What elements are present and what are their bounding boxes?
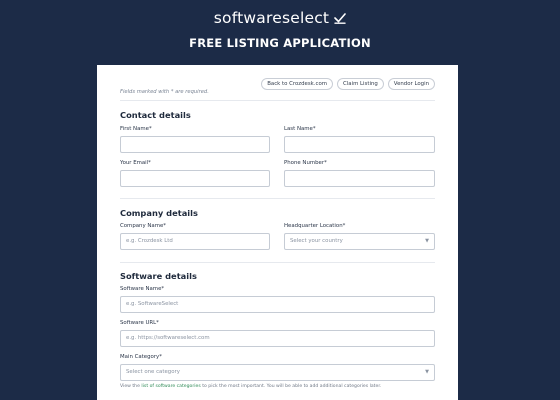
first-name-label: First Name* [120, 126, 152, 132]
main-category-label: Main Category* [120, 354, 162, 360]
main-category-select[interactable] [120, 364, 435, 381]
brand-logo-text: softwareselect [213, 9, 330, 27]
application-form [97, 65, 458, 400]
email-input[interactable] [120, 170, 270, 187]
claim-listing-button[interactable]: Claim Listing [337, 78, 384, 90]
phone-input[interactable] [284, 170, 435, 187]
back-to-crozdesk-button[interactable]: Back to Crozdesk.com [261, 78, 333, 90]
divider [120, 262, 435, 263]
phone-label: Phone Number* [284, 160, 327, 166]
category-help-text [120, 384, 381, 389]
software-name-label: Software Name* [120, 286, 165, 292]
contact-details-heading: Contact details [120, 110, 191, 120]
software-categories-link[interactable]: list of software categories [141, 384, 201, 389]
required-fields-note: Fields marked with * are required. [120, 89, 209, 95]
chevron-down-icon: ▼ [425, 238, 429, 244]
software-url-label: Software URL* [120, 320, 159, 326]
hq-location-value: Select your country [290, 238, 343, 244]
software-name-input[interactable]: e.g. SoftwareSelect [120, 296, 435, 313]
checkmark-icon [334, 10, 346, 28]
divider [120, 100, 435, 101]
help-suffix: to pick the most important. You will be able to add additional categories later. [202, 384, 382, 389]
brand-logo[interactable] [0, 9, 560, 28]
company-details-heading: Company details [120, 208, 198, 218]
company-name-input[interactable]: e.g. Crozdesk Ltd [120, 233, 270, 250]
software-details-heading: Software details [120, 271, 197, 281]
vendor-login-button[interactable]: Vendor Login [388, 78, 435, 90]
chevron-down-icon: ▼ [425, 369, 429, 375]
company-name-label: Company Name* [120, 223, 166, 229]
last-name-input[interactable] [284, 136, 435, 153]
top-buttons [261, 78, 435, 90]
hq-location-label: Headquarter Location* [284, 223, 346, 229]
software-url-input[interactable]: e.g. https://softwareselect.com [120, 330, 435, 347]
last-name-label: Last Name* [284, 126, 316, 132]
divider [120, 198, 435, 199]
first-name-input[interactable] [120, 136, 270, 153]
email-label: Your Email* [120, 160, 151, 166]
page-title: FREE LISTING APPLICATION [189, 36, 371, 50]
hq-location-select[interactable] [284, 233, 435, 250]
help-prefix: View the [120, 384, 140, 389]
main-category-value: Select one category [126, 369, 180, 375]
